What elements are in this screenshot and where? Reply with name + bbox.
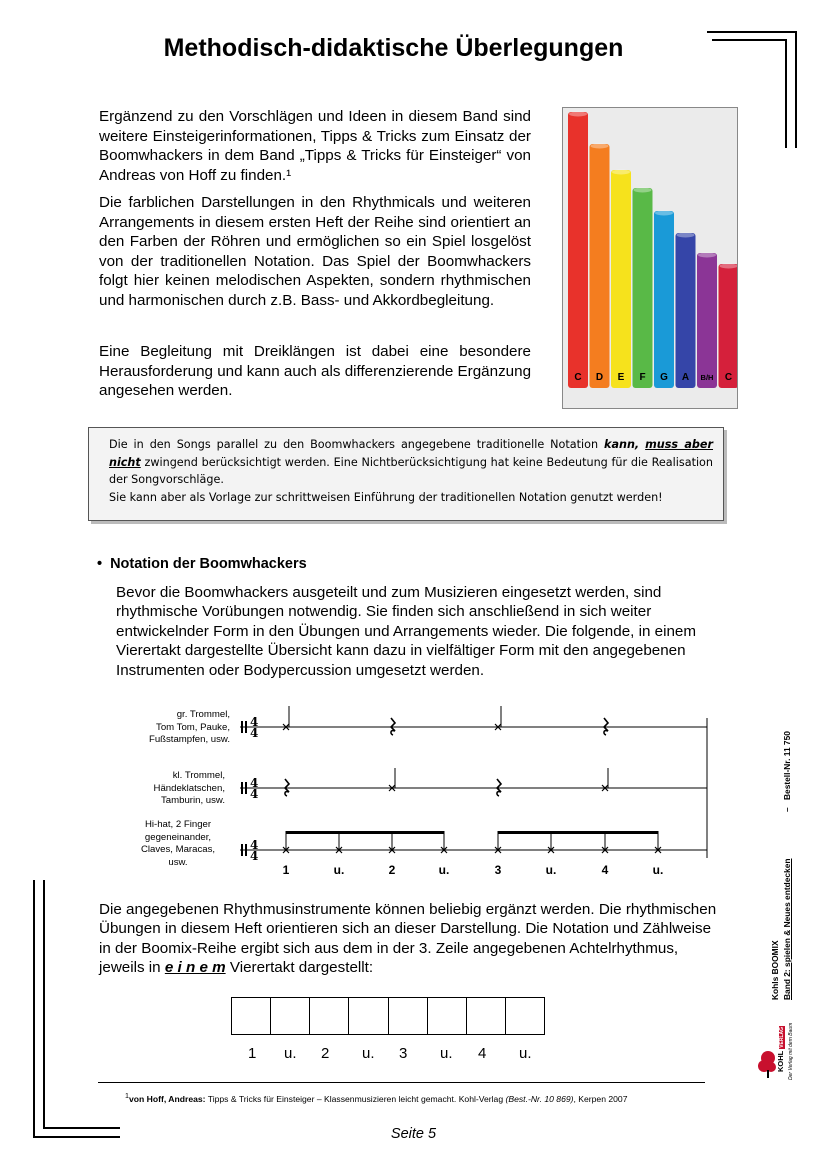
intro-paragraph-2: Die farblichen Darstellungen in den Rhythmicals und weiteren Arrangements in diesem ersten Heft der Reihe sind orientiert an den Farben der Röhren und ermöglichen so ein Spiel losgelöst von der traditionellen Notation. Das Spiel der Boomwhackers folgt hier keinen melodischen Aspekten, sondern rhythmischen und harmonischen durch z.B. Bass- und Akkordbegleitung. (99, 194, 531, 309)
rhythm-count-label: 1 (282, 863, 290, 877)
bullet-mark: • (97, 556, 103, 572)
tube-5 (654, 211, 674, 388)
footnote-text: Tipps & Tricks für Einsteiger – Klassenmusizieren leicht gemacht. Kohl-Verlag (205, 1093, 506, 1104)
tube-cap (698, 253, 716, 258)
boomwhacker-tubes-image (562, 107, 738, 409)
tube-cap (720, 264, 738, 269)
tube-7 (697, 253, 717, 388)
count-label: 2 (321, 1045, 330, 1062)
count-label: 3 (399, 1045, 408, 1062)
boomwhacker-tubes-illustration (563, 108, 737, 408)
section-heading-text: Notation der Boomwhackers (110, 556, 307, 572)
page-number: Seite 5 (390, 1126, 437, 1142)
page-title: Methodisch-didaktische Überlegungen (163, 34, 624, 62)
sidebar-band-text: Band 2: spielen & Neues entdecken (782, 858, 792, 1000)
count-box (270, 997, 310, 1035)
count-label: 4 (478, 1045, 487, 1062)
logo-slogan (788, 1022, 796, 1088)
count-label: u. (440, 1045, 453, 1062)
footnote-place: , Kerpen 2007 (573, 1093, 628, 1104)
label-line: gr. Trommel, (176, 709, 230, 720)
emphasis-einem: e i n e m (164, 959, 226, 977)
section-paragraph: Bevor die Boomwhackers ausgeteilt und zum Musizieren eingesetzt werden, sind rhythmische Vorübungen notwendig. Sie finden sich anschließend in sich weiter entwickelnder Form in den Übungen und Arrangements wieder. Die folgende, in einem Vierertakt dargestellte Übersicht kann dazu in vielfältiger Form mit den angegebenen Instrumenten oder Bodypercussion umgesetzt werden. (116, 584, 696, 679)
section-heading (97, 556, 307, 572)
rhythm-notation (230, 700, 720, 890)
note-text-start: Die in den Songs parallel zu den Boomwhackers angegebene traditionelle Notation (109, 438, 604, 451)
count-box (427, 997, 467, 1035)
tube-2 (590, 144, 610, 388)
notation-note-box (88, 427, 724, 521)
sidebar-order-text: Bestell-Nr. 11 750 (782, 731, 792, 800)
rhythm-row-1-label (130, 709, 230, 747)
time-signatures (250, 715, 258, 863)
time-sig-2-top: 4 (250, 776, 259, 790)
counting-paragraph (99, 900, 719, 978)
eighth-beam (498, 831, 659, 834)
tube-cap (634, 188, 652, 193)
rhythm-count-label: u. (438, 863, 450, 877)
footnote-author: von Hoff, Andreas: (128, 1093, 206, 1104)
tube-3 (611, 170, 631, 388)
count-box (466, 997, 506, 1035)
tube-6 (676, 233, 696, 388)
counting-text-end: Vierertakt dargestellt: (225, 959, 374, 977)
tube-note-label: F (639, 372, 646, 383)
label-line: Händeklatschen, (153, 782, 225, 794)
tube-cap (677, 233, 695, 238)
count-label: 1 (248, 1045, 257, 1062)
footnote (125, 1092, 628, 1104)
tube-note-label: E (617, 372, 625, 383)
rhythm-count-label: u. (652, 863, 664, 877)
tube-note-label: C (724, 372, 733, 383)
label-line: Tom Tom, Pauke, (156, 721, 230, 733)
label-line: Hi-hat, 2 Finger (144, 819, 212, 830)
count-box (309, 997, 349, 1035)
time-sig-3-top: 4 (250, 838, 259, 852)
rhythm-count-label: u. (333, 863, 345, 877)
label-line: usw. (168, 857, 188, 869)
eighth-beam (286, 831, 445, 834)
footnote-ref: (Best.-Nr. 10 869) (505, 1093, 574, 1104)
sidebar-series (770, 940, 782, 1012)
label-line: kl. Trommel, (172, 770, 225, 781)
tube-8 (719, 264, 738, 388)
count-label: u. (284, 1045, 297, 1062)
sidebar-band (782, 858, 794, 1012)
tube-note-label: A (681, 372, 690, 383)
label-line: Claves, Maracas, (140, 844, 216, 856)
note-text-end: zwingend berücksichtigt werden. Eine Nichtberücksichtigung hat keine Bedeutung für die Realisation der Songvorschläge. (109, 455, 713, 486)
label-line: Tamburin, usw. (161, 795, 225, 807)
label-line: Fußstampfen, usw. (148, 734, 230, 746)
time-sig-1-bottom: 4 (250, 726, 259, 740)
logo-verlag: VERLAG (779, 1026, 785, 1048)
rhythm-count-label: 2 (388, 863, 396, 877)
eighth-note-boxes (232, 997, 545, 1035)
logo-text (776, 1026, 786, 1082)
time-sig-3-bottom: 4 (250, 849, 259, 863)
rhythm-count-label: 4 (601, 863, 609, 877)
note-emphasis-kann: kann, (604, 438, 640, 451)
logo-slogan-text: Der Verlag mit dem Baum (788, 1022, 794, 1080)
tube-4 (633, 188, 653, 388)
count-box (505, 997, 545, 1035)
counting-text-start: Die angegebenen Rhythmusinstrumente können beliebig ergänzt werden. Die rhythmischen Übungen in diesem Heft orientieren sich an dieser Darstellung. Die Notation und Zählweise in der Boomix-Reihe ergibt sich aus dem in der 3. Zeile angegebenen Achtelrhythmus, jeweils in (99, 901, 717, 977)
note-line-1 (109, 436, 713, 489)
footnote-rule (98, 1082, 705, 1083)
sidebar-series-text: Kohls BOOMIX (770, 940, 780, 1000)
tube-note-label: B/H (700, 373, 714, 382)
count-label: u. (519, 1045, 532, 1062)
count-box (231, 997, 271, 1035)
tube-1 (568, 112, 588, 388)
label-line: gegeneinander, (144, 831, 212, 843)
intro-paragraph-1: Ergänzend zu den Vorschlägen und Ideen in diesem Band sind weitere Einsteigerinformationen, Tipps & Tricks zum Einsatz der Boomwhackers in dem Band „Tipps & Tricks für Einsteiger“ von Andreas von Hoff zu finden.¹ (99, 108, 531, 184)
count-box (388, 997, 428, 1035)
footnote-mark: 1 (125, 1092, 129, 1100)
count-label: u. (362, 1045, 375, 1062)
rhythm-count-label: u. (545, 863, 557, 877)
tube-note-label: D (595, 372, 604, 383)
sidebar-order (782, 731, 794, 812)
note-line-2: Sie kann aber als Vorlage zur schrittweisen Einführung der traditionellen Notation genutzt werden! (109, 490, 663, 504)
count-box (348, 997, 388, 1035)
tube-note-label: C (574, 372, 582, 383)
tube-cap (569, 112, 587, 117)
logo-kohl: KOHL (776, 1050, 785, 1072)
tube-cap (655, 211, 673, 216)
sidebar-dash: – (782, 807, 792, 812)
rhythm-row-3-label (130, 819, 226, 870)
rhythm-row-2-label (130, 770, 225, 808)
intro-paragraph-3: Eine Begleitung mit Dreiklängen ist dabei eine besondere Herausforderung und kann auch als differenzierende Ergänzung angesehen werden. (99, 343, 532, 400)
note-emphasis-muss: muss aber nicht (109, 438, 714, 469)
tube-cap (612, 170, 630, 175)
tube-cap (591, 144, 609, 149)
tube-note-label: G (660, 372, 668, 383)
time-sig-1-top: 4 (250, 715, 259, 729)
time-sig-2-bottom: 4 (250, 787, 259, 801)
rhythm-count-label: 3 (494, 863, 502, 877)
